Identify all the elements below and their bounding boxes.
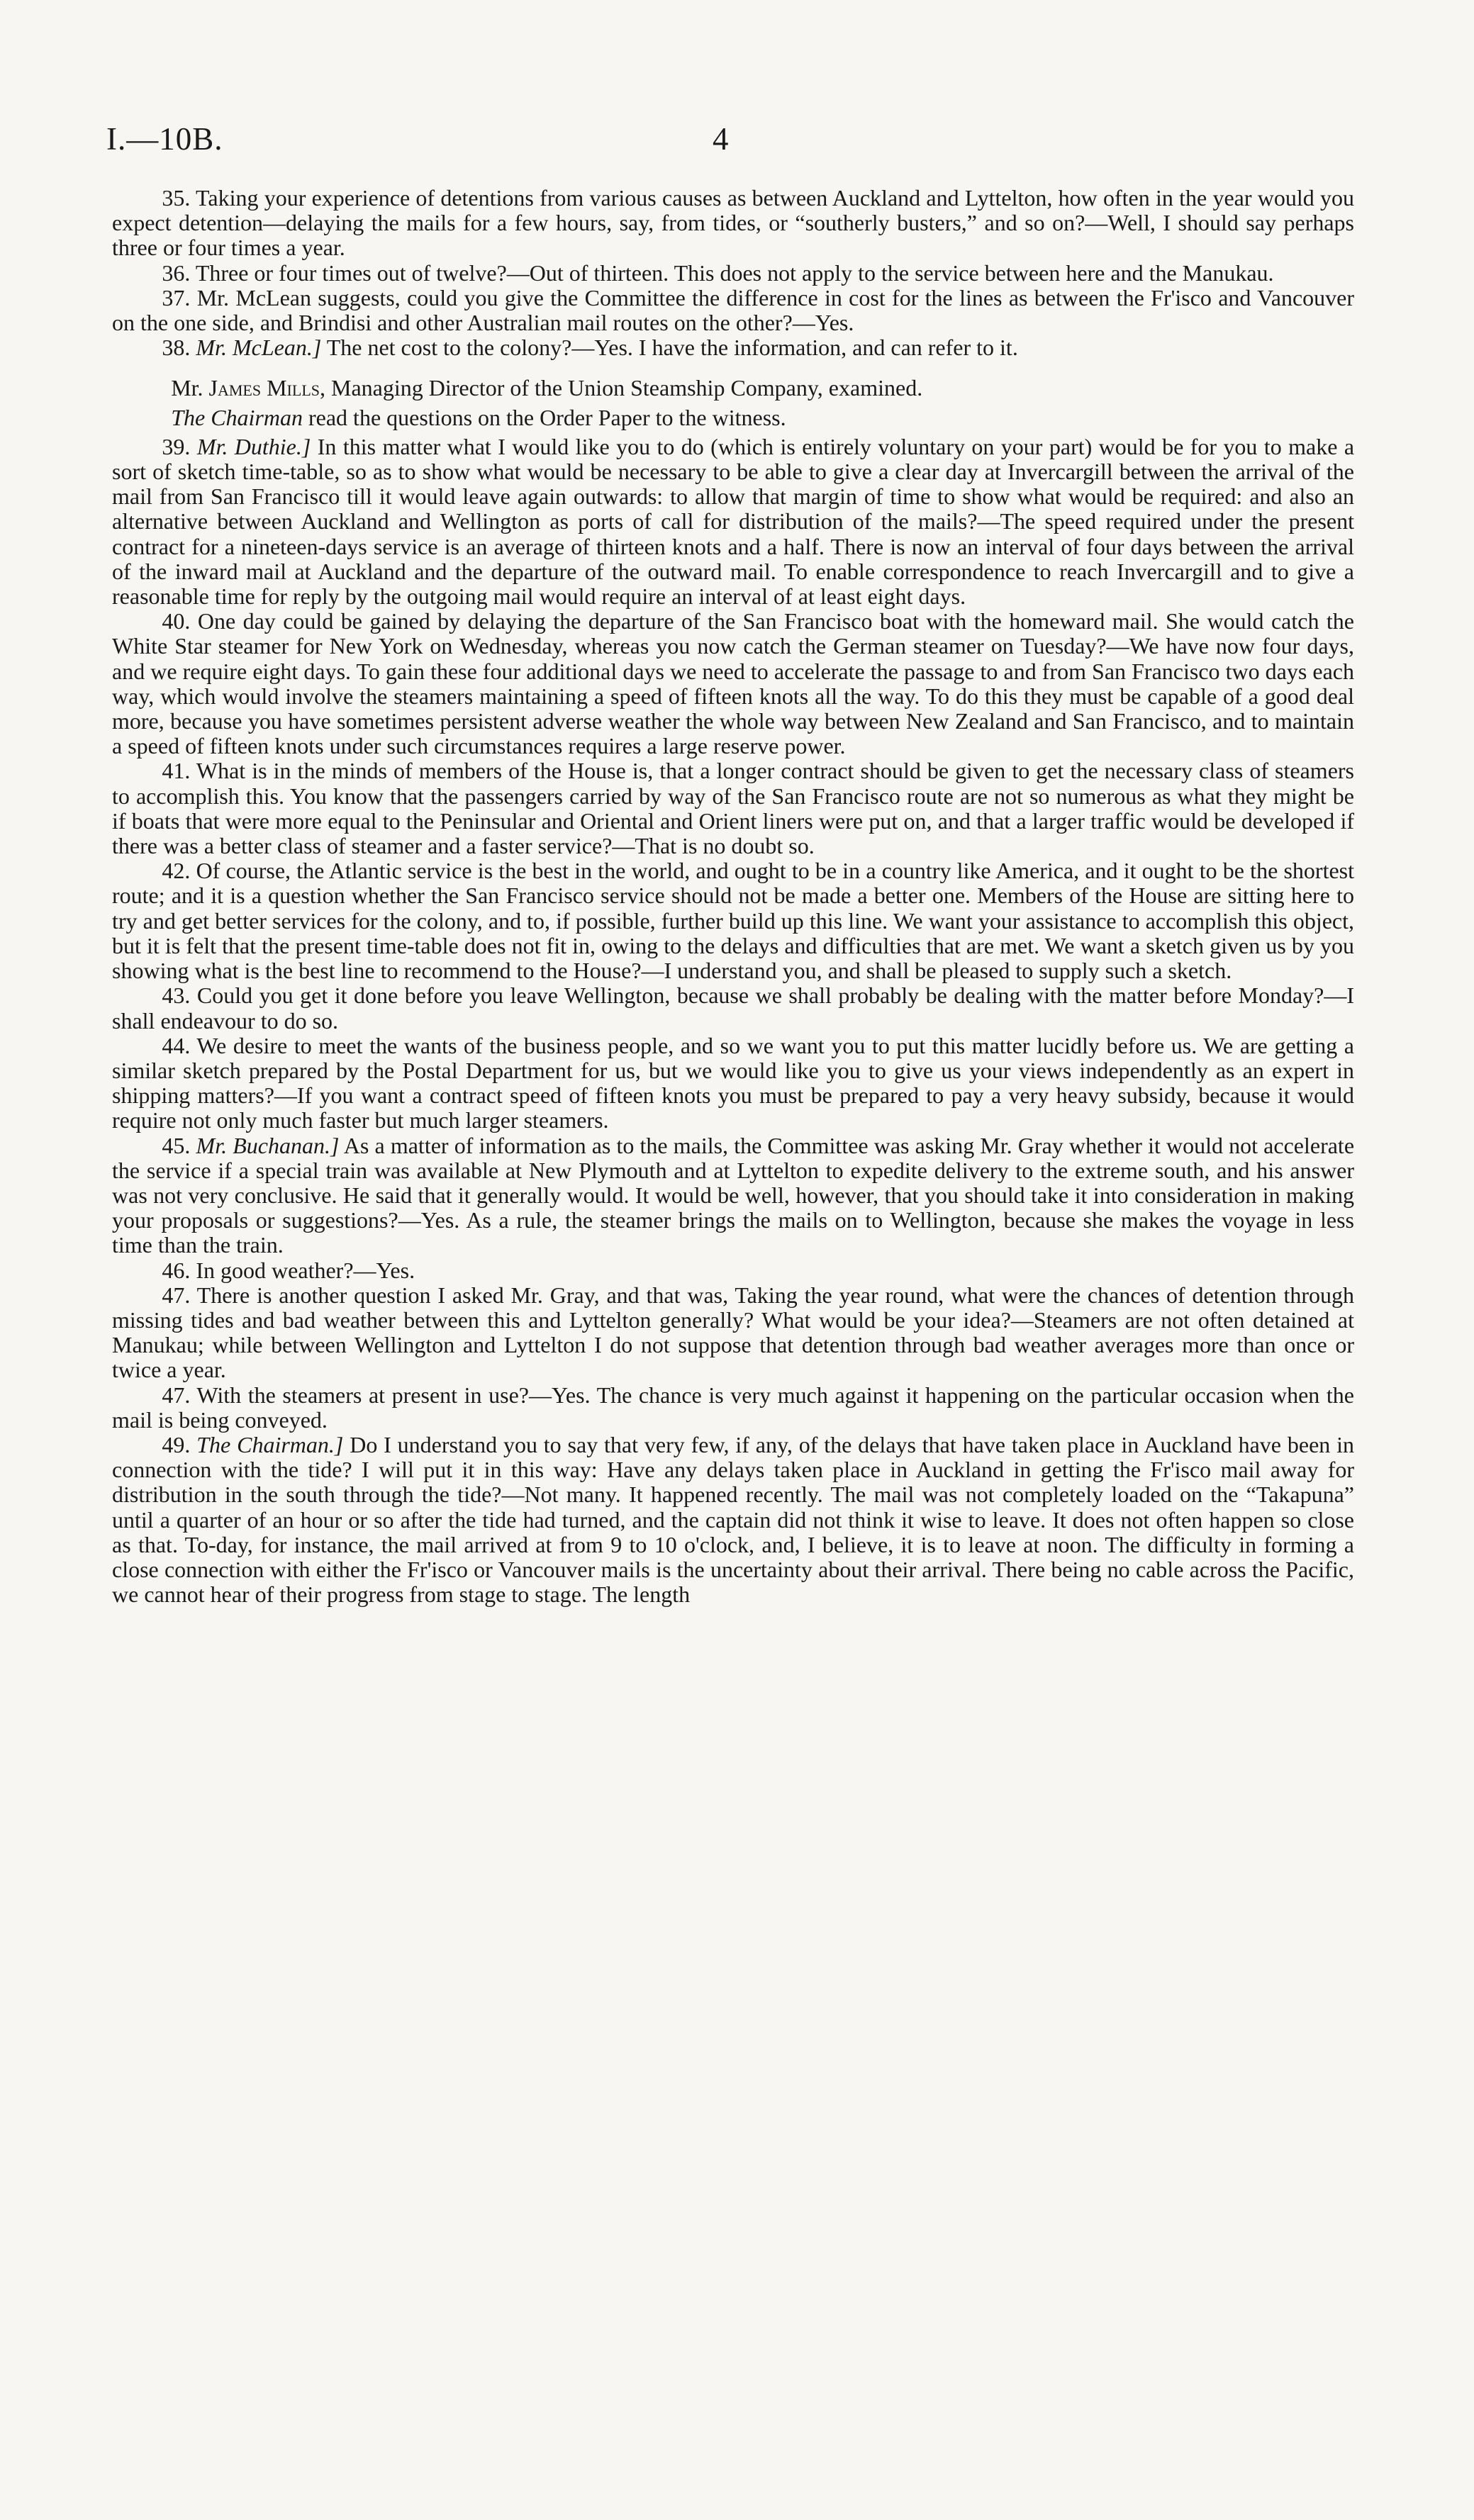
speaker-label: Mr. Duthie.] [196,433,311,459]
paragraph-46: 46. In good weather?—Yes. [162,1257,415,1283]
page-number: 4 [713,121,729,157]
paragraph-36: 36. Three or four times out of twelve?—Out of thirteen. This does not apply to the service between here and the Manukau. [162,259,1274,286]
speaker-label: Mr. McLean.] [196,335,322,361]
document-body [112,186,1354,1607]
paragraph-39: 39. Mr. Duthie.] In this matter what I would like you to do (which is entirely voluntary on your part) would be for you to make a sort of sketch time-table, so as to show what would be necessary to be able to give a clear day at Invercargill between the arrival of the mail from San Francisco till it would leave again outwards: to allow that margin of time to show what would be required: and also an alternative between Auckland and Wellington as ports of call for distribution of the mails?—The speed required under the present contract for a nineteen-days service is an average of thirteen knots and a half. There is now an interval of four days between the arrival of the inward mail at Auckland and the departure of the outward mail. To enable correspondence to reach Invercargill and to give a reasonable time for reply by the outgoing mail would require an interval of at least eight days. [112,433,1355,610]
chairman-note: The Chairman read the questions on the Order Paper to the witness. [171,404,786,430]
speaker-label: The Chairman [171,404,303,430]
paragraph-43: 43. Could you get it done before you leave Wellington, because we shall probably be dealing with the matter before Monday?—I shall endeavour to do so. [112,982,1354,1034]
paragraph-35: 35. Taking your experience of detentions from various causes as between Auckland and Lyttelton, how often in the year would you expect detention—delaying the mails for a few hours, say, from tides, or “southerly busters,” and so on?—Well, I should say perhaps three or four times a year. [112,185,1354,261]
paragraph-37: 37. Mr. McLean suggests, could you give the Committee the difference in cost for the lines as between the Fr'isco and Vancouver on the one side, and Brindisi and other Australian mail routes on the other?—Yes. [112,284,1354,336]
paragraph-47: 47. There is another question I asked Mr. Gray, and that was, Taking the year round, what were the chances of detention through missing tides and bad weather between this and Lyttelton generally? What would be your idea?—Steamers are not often detained at Manukau; while between Wellington and Lyttelton I do not suppose that detention through bad weather averages more than once or twice a year. [112,1282,1354,1383]
parliamentary-paper-reference: I.—10B. [106,121,223,157]
witness-heading: Mr. James Mills, Managing Director of the Union Steamship Company, examined. [171,375,923,401]
witness-name: James Mills [208,375,320,401]
paragraph-42: 42. Of course, the Atlantic service is the best in the world, and ought to be in a country like America, and it ought to be the shortest route; and it is a question whether the San Francisco service should not be made a better one. Members of the House are sitting here to try and get better services for the colony, and to, if possible, further build up this line. We want your assistance to accomplish this object, but it is felt that the present time-table does not fit in, owing to the delays and difficulties that are met. We want a sketch given us by you showing what is the best line to recommend to the House?—I understand you, and shall be pleased to supply such a sketch. [112,858,1354,984]
paragraph-44: 44. We desire to meet the wants of the business people, and so we want you to put this matter lucidly before us. We are getting a similar sketch prepared by the Postal Department for us, but we would like you to give us your views independently as an expert in shipping matters?—If you want a contract speed of fifteen knots you must be prepared to pay a very heavy subsidy, because it would require not only much faster but much larger steamers. [112,1032,1354,1133]
paragraph-40: 40. One day could be gained by delaying the departure of the San Francisco boat with the homeward mail. She would catch the White Star steamer for New York on Wednesday, whereas you now catch the German steamer on Tuesday?—We have now four days, and we require eight days. To gain these four additional days we need to accelerate the passage to and from San Francisco two days each way, which would involve the steamers maintaining a speed of fifteen knots all the way. To do this they must be capable of a good deal more, because you have sometimes persistent adverse weather the whole way between New Zealand and San Francisco, and to maintain a speed of fifteen knots under such circumstances requires a large reserve power. [112,608,1354,759]
page-header [106,121,1383,170]
paragraph-45: 45. Mr. Buchanan.] As a matter of information as to the mails, the Committee was asking Mr. Gray whether it would not accelerate the service if a special train was available at New Plymouth and at Lyttelton to expedite delivery to the extreme south, and his answer was not very conclusive. He said that it generally would. It would be well, however, that you should take it into consideration in making your proposals or suggestions?—Yes. As a rule, the steamer brings the mails on to Wellington, because she makes the voyage in less time than the train. [112,1132,1355,1258]
paragraph-49: 49. The Chairman.] Do I understand you to say that very few, if any, of the delays that have taken place in Auckland have been in connection with the tide? I will put it in this way: Have any delays taken place in Auckland in getting the Fr'isco mail away for distribution in the south through the tide?—Not many. It happened recently. The mail was not completely loaded on the “Takapuna” until a quarter of an hour or so after the tide had turned, and the captain did not think it wise to leave. It does not often happen so close as that. To-day, for instance, the mail arrived at from 9 to 10 o'clock, and, I believe, it is to leave at noon. The difficulty in forming a close connection with either the Fr'isco or Vancouver mails is the uncertainty about their arrival. There being no cable across the Pacific, we cannot hear of their progress from stage to stage. The length [112,1431,1355,1608]
paragraph-48: 47. With the steamers at present in use?—Yes. The chance is very much against it happening on the particular occasion when the mail is being conveyed. [112,1382,1354,1433]
speaker-label: Mr. Buchanan.] [196,1132,340,1158]
paragraph-41: 41. What is in the minds of members of the House is, that a longer contract should be given to get the necessary class of steamers to accomplish this. You know that the passengers carried by way of the San Francisco route are not so numerous as what they might be if boats that were more equal to the Peninsular and Oriental and Orient liners were put on, and that a larger traffic would be developed if there was a better class of steamer and a faster service?—That is no doubt so. [112,758,1354,859]
paragraph-38: 38. Mr. McLean.] The net cost to the colony?—Yes. I have the information, and can refer to it. [162,335,1018,361]
speaker-label: The Chairman.] [196,1431,344,1457]
